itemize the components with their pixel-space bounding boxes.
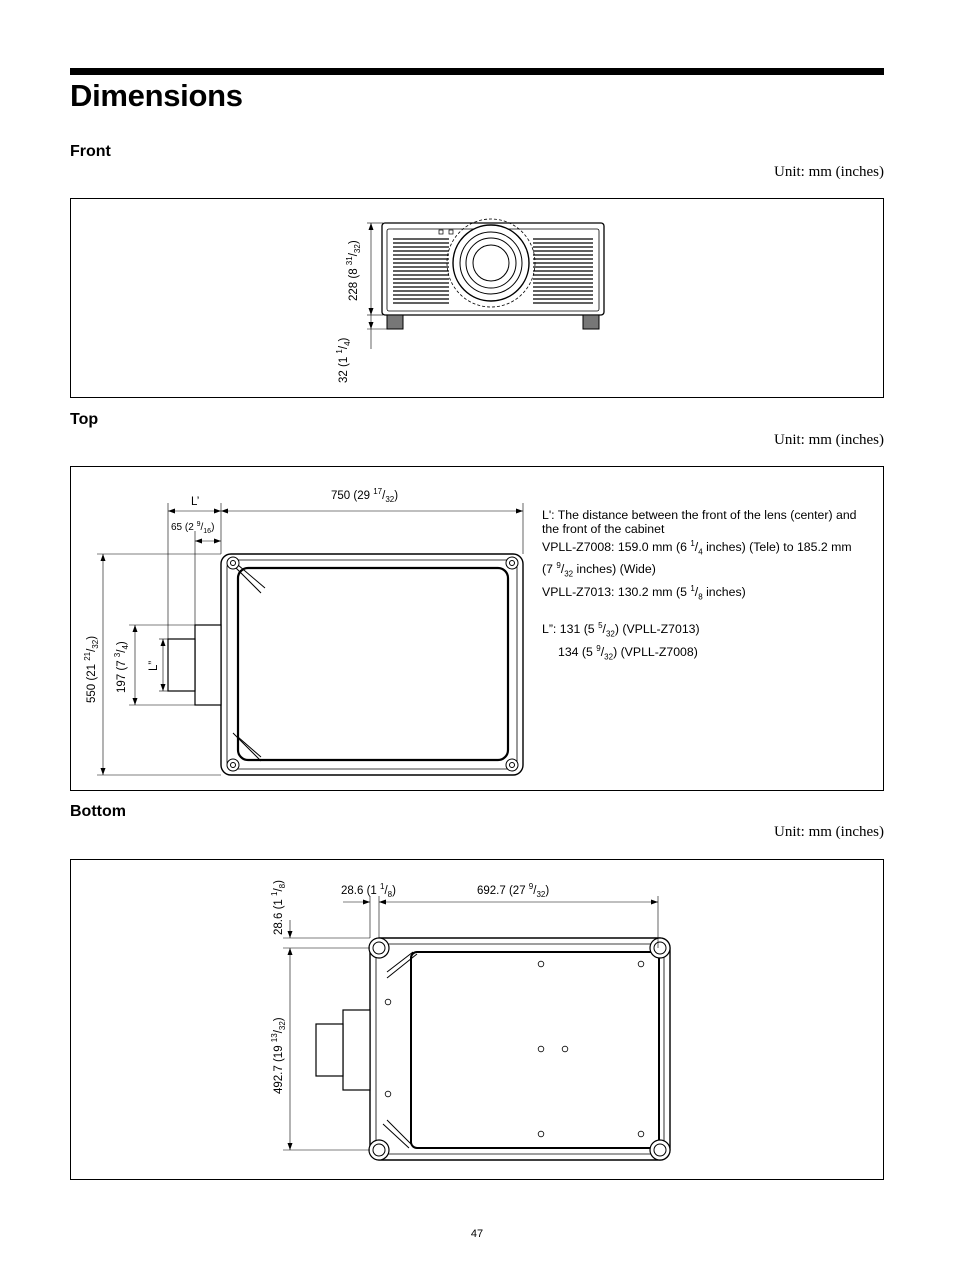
top-length-dim: 750 (29 $^{17}/_{32}$) [331, 487, 399, 504]
note-line: L”: 131 (5 $^5/_{32}$) (VPLL-Z7013) [542, 621, 700, 639]
front-view-drawing [71, 199, 883, 397]
bottom-view-drawing [71, 860, 883, 1179]
note-line: L': The distance between the front of the lens (center) and [542, 508, 857, 522]
bottom-lens [316, 1024, 343, 1076]
note-line: (7 $^9/_{32}$ inches) (Wide) [542, 561, 656, 579]
page-title: Dimensions [70, 78, 243, 113]
front-height-dim: 228 (8 $^{31}/_{32}$) [345, 240, 362, 301]
note-line: VPLL-Z7008: 159.0 mm (6 $^1/_4$ inches) (Tele) to 185.2 mm [542, 538, 852, 557]
top-lens-mount [195, 625, 221, 705]
top-lens-width-dim: 197 (7 $^3/_4$) [113, 641, 130, 693]
page-number: 47 [470, 1228, 484, 1240]
top-view-notes [542, 508, 857, 665]
top-depth-dim: 550 (21 $^{21}/_{32}$) [83, 635, 100, 703]
l-double-prime-label: L” [148, 660, 160, 671]
bottom-lens-mount [343, 1010, 370, 1090]
bottom-heading: Bottom [70, 803, 126, 820]
front-foot-dim: 32 (1 $^1/_4$) [335, 337, 352, 383]
top-lens [168, 639, 195, 691]
top-heading: Top [70, 411, 99, 428]
front-foot-left [387, 315, 403, 329]
top-cabinet [221, 554, 523, 775]
top-lens-dim: 65 (2 $^9/_{16}$) [171, 521, 215, 535]
bottom-view-panel [70, 859, 884, 1180]
top-unit-label: Unit: mm (inches) [774, 432, 884, 448]
lens-glass [473, 245, 509, 281]
bottom-length-dim: 692.7 (27 $^9/_{32}$) [477, 882, 550, 899]
bottom-depth-dim: 492.7 (19 $^{13}/_{32}$) [270, 1017, 287, 1094]
note-line: 134 (5 $^9/_{32}$) (VPLL-Z7008) [558, 643, 698, 662]
title-rule [70, 68, 884, 75]
front-heading: Front [70, 143, 111, 160]
bottom-offset-dim: 28.6 (1 $^1/_8$) [341, 882, 396, 899]
bottom-voffset-dim: 28.6 (1 $^1/_8$) [270, 880, 287, 935]
note-line: the front of the cabinet [542, 522, 665, 537]
front-view-panel [70, 198, 884, 398]
bottom-unit-label: Unit: mm (inches) [774, 824, 884, 840]
front-foot-right [583, 315, 599, 329]
bottom-cabinet [370, 938, 670, 1160]
note-line: VPLL-Z7013: 130.2 mm (5 $^1/_8$ inches) [542, 584, 746, 602]
l-prime-label: L’ [191, 496, 200, 508]
front-unit-label: Unit: mm (inches) [774, 164, 884, 180]
